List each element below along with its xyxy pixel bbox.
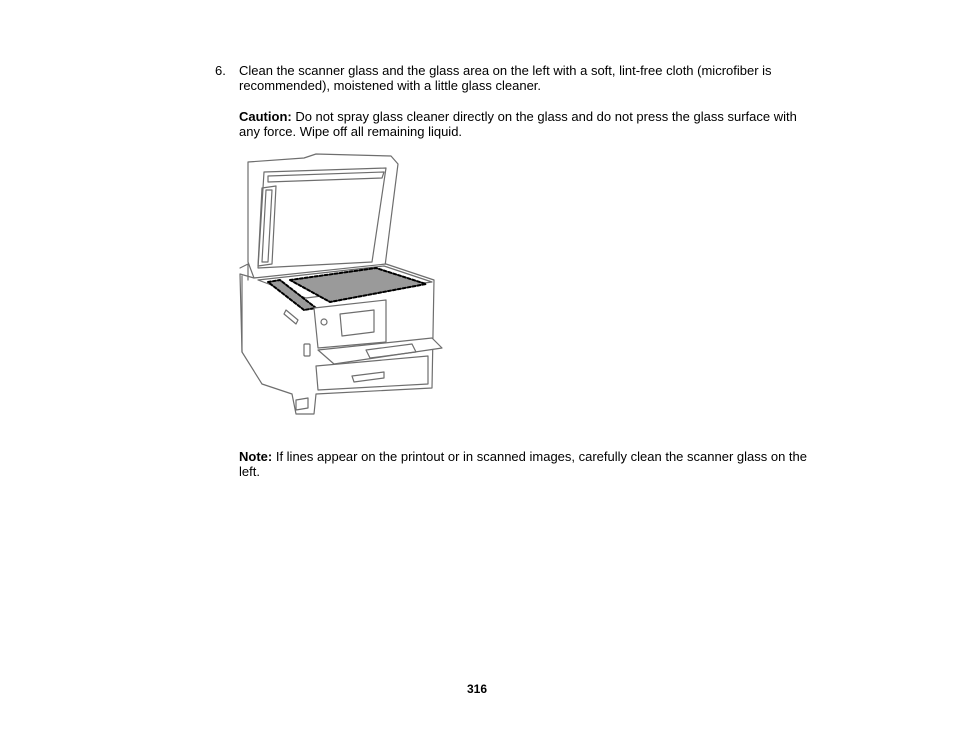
note-label: Note: (239, 449, 273, 464)
control-panel (314, 300, 386, 348)
step-number: 6. (215, 63, 226, 78)
step-text: Clean the scanner glass and the glass area on the left with a soft, lint-free cloth (microfiber is recommended), moistened with a little glass cleaner. (239, 63, 772, 93)
caution-text: Do not spray glass cleaner directly on the glass and do not press the glass surface with any force. Wipe off all remaining liquid. (239, 109, 797, 139)
note-paragraph (239, 449, 829, 479)
caution-paragraph (239, 109, 819, 139)
printer-scanner-open-lid-illustration (236, 152, 448, 418)
caution-label: Caution: (239, 109, 292, 124)
page-number: 316 (466, 682, 488, 696)
note-text: If lines appear on the printout or in scanned images, carefully clean the scanner glass on the left. (239, 449, 807, 479)
